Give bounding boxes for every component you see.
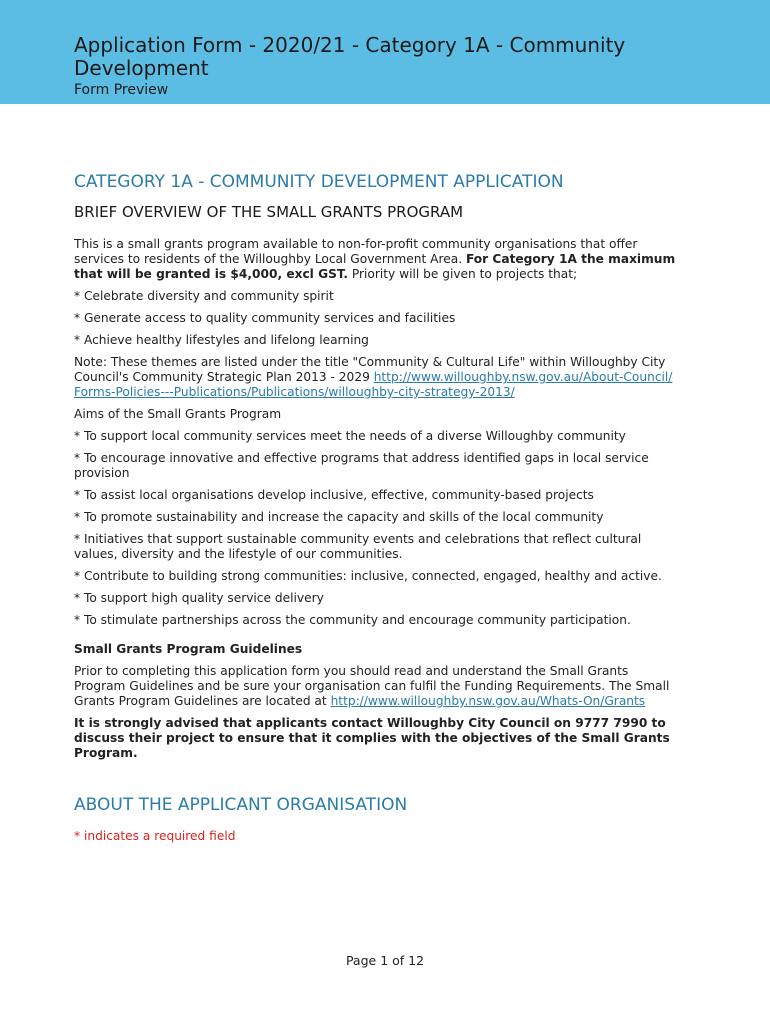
- guidelines-title: [74, 642, 678, 657]
- required-field-note: * indicates a required field: [74, 829, 236, 843]
- aim-item: * To encourage innovative and effective programs that address identified gaps in local service provision: [74, 451, 649, 480]
- intro-max-grant: For Category 1A the maximum that will be granted is $4,000, excl GST.: [74, 252, 676, 281]
- strategy-link[interactable]: http://www.willoughby.nsw.gov.au/About-Council/Forms-Policies---Publications/Publications/willoughby-city-strategy-2013/: [74, 370, 673, 399]
- aim-item: * To support high quality service delivery: [74, 591, 324, 605]
- overview-subheading: BRIEF OVERVIEW OF THE SMALL GRANTS PROGRAM: [74, 203, 464, 221]
- guidelines-paragraph: [74, 664, 678, 709]
- intro-text: This is a small grants program available to non-for-profit community organisations that offer services to residents of the Willoughby Local Government Area.: [74, 237, 638, 266]
- intro-paragraph: [74, 237, 678, 282]
- grants-link[interactable]: http://www.willoughby.nsw.gov.au/Whats-On/Grants: [330, 694, 646, 708]
- aim-item: * Contribute to building strong communities: inclusive, connected, engaged, healthy and active.: [74, 569, 662, 583]
- priority-item: * Generate access to quality community services and facilities: [74, 311, 456, 325]
- intro-priority-text: Priority will be given to projects that;: [347, 267, 578, 281]
- contact-advice-text: It is strongly advised that applicants contact Willoughby City Council on 9777 7990 to discuss their project to ensure that it complies with the objectives of the Small Grants Program.: [74, 716, 670, 760]
- form-preview-label: Form Preview: [74, 82, 169, 98]
- page-number: Page 1 of 12: [345, 953, 425, 968]
- aim-item: * To promote sustainability and increase the capacity and skills of the local community: [74, 510, 604, 524]
- form-content: [74, 172, 678, 844]
- priority-item: * Achieve healthy lifestyles and lifelong learning: [74, 333, 369, 347]
- category-heading: CATEGORY 1A - COMMUNITY DEVELOPMENT APPLICATION: [74, 172, 564, 192]
- aim-item: * To support local community services meet the needs of a diverse Willoughby community: [74, 429, 626, 443]
- contact-advice: [74, 716, 678, 761]
- priority-item: * Celebrate diversity and community spirit: [74, 289, 334, 303]
- guidelines-title-text: Small Grants Program Guidelines: [74, 642, 303, 656]
- applicant-heading: ABOUT THE APPLICANT ORGANISATION: [74, 795, 408, 815]
- aims-title: Aims of the Small Grants Program: [74, 407, 282, 421]
- aim-item: * To assist local organisations develop inclusive, effective, community-based projects: [74, 488, 594, 502]
- themes-note-text: Note: These themes are listed under the title "Community & Cultural Life" within Willoughby City Council's Community Strategic Plan 2013 - 2029: [74, 355, 666, 384]
- form-title: Application Form - 2020/21 - Category 1A - Community Development: [74, 33, 626, 80]
- page-header: [0, 0, 770, 104]
- themes-note: [74, 355, 678, 400]
- aim-item: * To stimulate partnerships across the community and encourage community participation.: [74, 613, 631, 627]
- aim-item: * Initiatives that support sustainable community events and celebrations that reflect cultural values, diversity and the lifestyle of our communities.: [74, 532, 642, 561]
- guidelines-text: Prior to completing this application form you should read and understand the Small Grants Program Guidelines and be sure your organisation can fulfil the Funding Requirements. The Small Grants Program Guidelines are located at: [74, 664, 670, 708]
